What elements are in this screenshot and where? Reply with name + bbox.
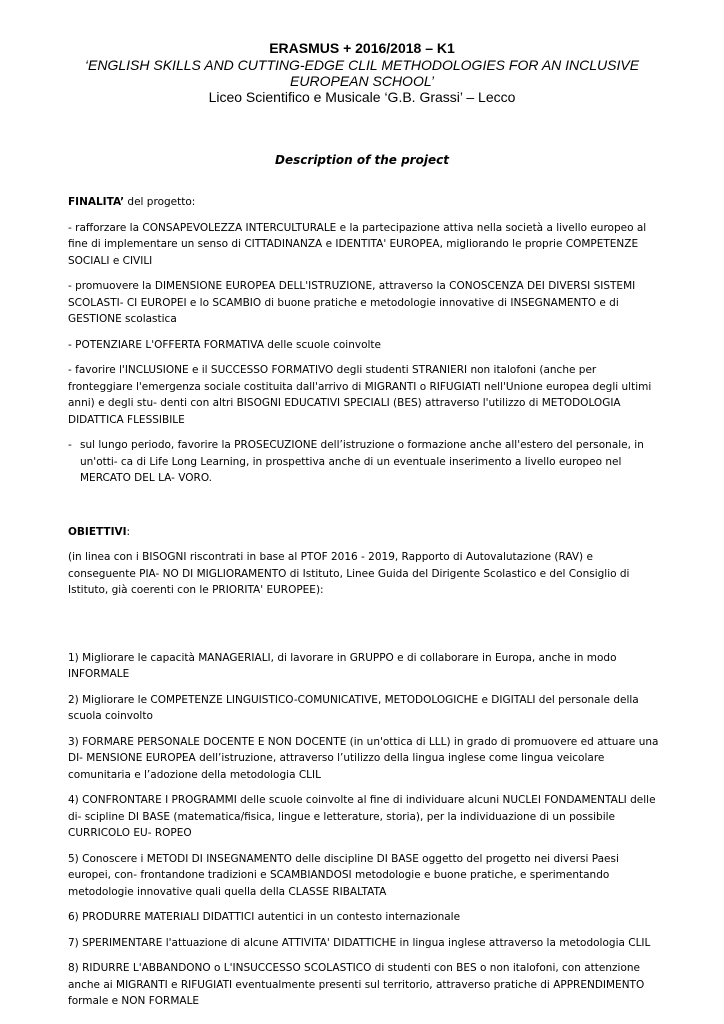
finalita-item: - POTENZIARE L'OFFERTA FORMATIVA delle scuole coinvolte xyxy=(68,338,381,351)
finalita-item: - promuovere la DIMENSIONE EUROPEA DELL'ISTRUZIONE, attraverso la CONOSCENZA DEI DIVERSI SISTEMI SCOLASTI- CI EUROPEI e lo SCAMBIO di buone pratiche e metodologie innovative di INSEGNAMENTO e di GESTIONE scolastica xyxy=(68,280,636,325)
obiettivi-heading-label: OBIETTIVI xyxy=(68,525,127,538)
bullet-dash: - xyxy=(68,439,72,451)
obiettivi-item: 3) FORMARE PERSONALE DOCENTE E NON DOCENTE (in un'ottica di LLL) in grado di promuovere ed attuare una DI- MENSIONE EUROPEA dell’istruzione, attraverso l’utilizzo della lingua inglese come lingua veicolare comunitaria e l’adozione della metodologia CLIL xyxy=(68,735,659,781)
obiettivi-item: 7) SPERIMENTARE l'attuazione di alcune ATTIVITA' DIDATTICHE in lingua inglese attraverso la metodologia CLIL xyxy=(68,936,651,949)
header-project-title-line2: EUROPEAN SCHOOL’ xyxy=(290,73,434,89)
obiettivi-item: 1) Migliorare le capacità MANAGERIALI, di lavorare in GRUPPO e di collaborare in Europa, anche in modo INFORMALE xyxy=(68,651,617,680)
document-body xyxy=(68,194,660,1019)
obiettivi-heading xyxy=(68,524,660,541)
obiettivi-intro: (in linea con i BISOGNI riscontrati in base al PTOF 2016 - 2019, Rapporto di Autovalutazione (RAV) e conseguente PIA- NO DI MIGLIORAMENTO di Istituto, Linee Guida del Dirigente Scolastico e del Consiglio di Istituto, già coerenti con le PRIORITA' EUROPEE): xyxy=(68,551,630,596)
finalita-item: - rafforzare la CONSAPEVOLEZZA INTERCULTURALE e la partecipazione attiva nella società a livello europeo al fine di implementare un senso di CITTADINANZA e IDENTITA' EUROPEA, migliorando le proprie COMPETENZE SOCIALI e CIVILI xyxy=(68,221,647,267)
finalita-item: - favorire l'INCLUSIONE e il SUCCESSO FORMATIVO degli studenti STRANIERI non italofoni (anche per fronteggiare l'emergenza sociale costituita dall'arrivo di MIGRANTI o RIFUGIATI nell'Unione europea degli ultimi anni) e degli stu- denti con altri BISOGNI EDUCATIVI SPECIALI (BES) attraverso l'utilizzo di METODOLOGIA DIDATTICA FLESSIBILE xyxy=(68,364,652,426)
obiettivi-item: 4) CONFRONTARE I PROGRAMMI delle scuole coinvolte al fine di individuare alcuni NUCLEI FONDAMENTALI delle di- scipline DI BASE (matematica/fisica, lingue e letterature, storia), per la individuazione di un possibile CURRICOLO EU- ROPEO xyxy=(68,794,656,839)
document-header xyxy=(0,40,724,106)
obiettivi-item: 2) Migliorare le COMPETENZE LINGUISTICO-COMUNICATIVE, METODOLOGICHE e DIGITALI del personale della scuola coinvolto xyxy=(68,693,639,722)
finalita-bullet-text: sul lungo periodo, favorire la PROSECUZIONE dell’istruzione o formazione anche all'estero del personale, in un'otti- ca di Life Long Learning, in prospettiva anche di un eventuale inserimento a livello europeo nel MERCATO DEL LA- VORO. xyxy=(80,439,644,484)
finalita-heading-suffix: del progetto: xyxy=(124,196,196,208)
spacer xyxy=(68,608,660,650)
header-school-name: Liceo Scientifico e Musicale ‘G.B. Grassi’ – Lecco xyxy=(208,89,516,105)
obiettivi-heading-suffix: : xyxy=(126,525,131,538)
spacer xyxy=(68,496,660,524)
obiettivi-item: 5) Conoscere i METODI DI INSEGNAMENTO delle discipline DI BASE oggetto del progetto nei diversi Paesi europei, con- frontandone tradizioni e SCAMBIANDOSI metodologie e buone pratiche, e sperimentando metodologie innovative quali quella della CLASSE RIBALTATA xyxy=(68,852,619,898)
header-program-title: ERASMUS + 2016/2018 – K1 xyxy=(269,40,455,56)
section-subtitle: Description of the project xyxy=(275,153,449,167)
finalita-heading-label: FINALITA’ xyxy=(68,196,125,208)
finalita-heading xyxy=(68,194,660,211)
finalita-bullet-item xyxy=(68,437,660,487)
obiettivi-item: 8) RIDURRE L'ABBANDONO o L'INSUCCESSO SCOLASTICO di studenti con BES o non italofoni, con attenzione anche ai MIGRANTI e RIFUGIATI eventualmente presenti sul territorio, attraverso pratiche di APPRENDIMENTO formale e NON FORMALE xyxy=(68,962,645,1007)
header-project-title-line1: ‘ENGLISH SKILLS AND CUTTING-EDGE CLIL METHODOLOGIES FOR AN INCLUSIVE xyxy=(84,57,640,73)
obiettivi-item: 6) PRODURRE MATERIALI DIDATTICI autentici in un contesto internazionale xyxy=(68,911,461,923)
